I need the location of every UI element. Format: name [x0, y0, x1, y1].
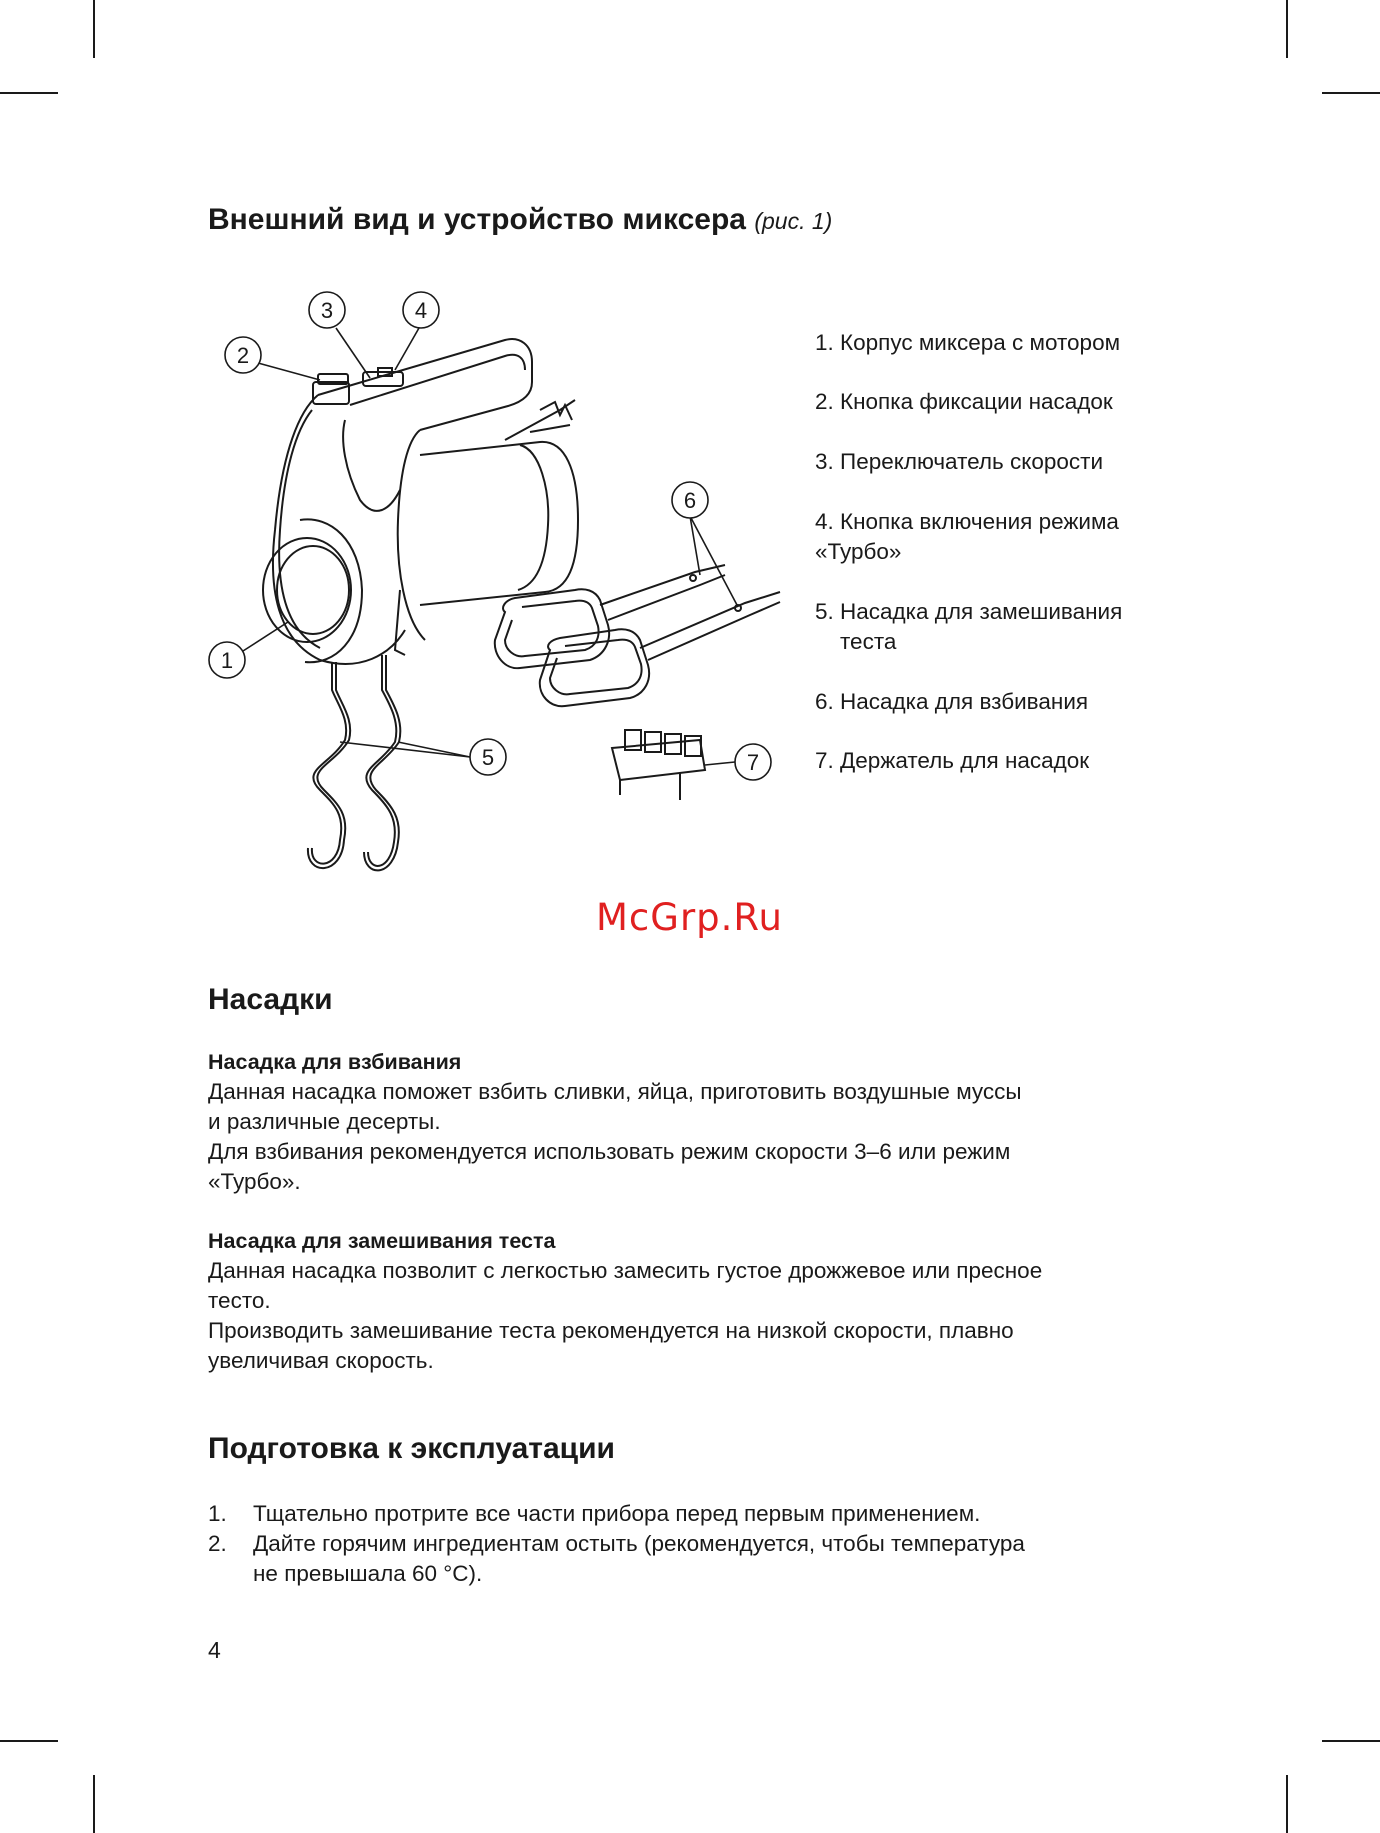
- page-number: 4: [208, 1637, 221, 1663]
- dough-paragraph: [208, 1256, 1208, 1376]
- legend-item: [815, 597, 1122, 657]
- legend-item: 3. Переключатель скорости: [815, 449, 1104, 474]
- svg-text:7: 7: [746, 750, 760, 775]
- legend-item: 6. Насадка для взбивания: [815, 689, 1089, 714]
- section-title-attachments: Насадки: [208, 983, 333, 1016]
- text-line: Дайте горячим ингредиентам остыть (рекомендуется, чтобы температура: [253, 1531, 1025, 1556]
- text-line: Производить замешивание теста рекомендуется на низкой скорости, плавно: [208, 1318, 1014, 1343]
- svg-text:6: 6: [683, 488, 697, 513]
- text-line: Данная насадка позволит с легкостью замесить густое дрожжевое или пресное: [208, 1258, 1043, 1283]
- legend-line: «Турбо»: [815, 539, 902, 564]
- callout-5: [470, 739, 506, 775]
- text-line: Для взбивания рекомендуется использовать режим скорости 3–6 или режим: [208, 1139, 1011, 1164]
- legend-item: 2. Кнопка фиксации насадок: [815, 389, 1113, 414]
- svg-text:5: 5: [481, 745, 495, 770]
- figure-reference: (рис. 1): [754, 208, 833, 234]
- legend-line: теста: [840, 629, 897, 654]
- svg-text:1: 1: [220, 648, 234, 673]
- text-line: увеличивая скорость.: [208, 1348, 434, 1373]
- mixer-body-drawing: [263, 339, 578, 664]
- step-text: [253, 1529, 1213, 1589]
- legend-item: [815, 507, 1119, 567]
- dough-hooks-drawing: [308, 655, 400, 870]
- legend-item: 7. Держатель для насадок: [815, 748, 1090, 773]
- text-line: «Турбо».: [208, 1169, 301, 1194]
- text-line: тесто.: [208, 1288, 271, 1313]
- legend-line: 4. Кнопка включения режима: [815, 509, 1119, 534]
- legend-item: 1. Корпус миксера с мотором: [815, 330, 1121, 355]
- svg-text:2: 2: [236, 343, 250, 368]
- text-line: не превышала 60 °C).: [253, 1561, 483, 1586]
- whisk-subtitle: Насадка для взбивания: [208, 1050, 462, 1074]
- page-title-text: Внешний вид и устройство миксера: [208, 203, 746, 236]
- callout-6: [672, 482, 708, 518]
- text-line: и различные десерты.: [208, 1109, 441, 1134]
- callout-7: [735, 744, 771, 780]
- section-title-preparation: Подготовка к эксплуатации: [208, 1432, 615, 1465]
- step-number: 2.: [208, 1531, 227, 1556]
- beaters-drawing: [495, 565, 780, 706]
- callout-3: [309, 292, 345, 328]
- step-text: Тщательно протрите все части прибора перед первым применением.: [253, 1501, 981, 1526]
- callout-4: [403, 292, 439, 328]
- callout-2: [225, 337, 261, 373]
- legend-line: 5. Насадка для замешивания: [815, 599, 1123, 624]
- svg-text:4: 4: [414, 298, 428, 323]
- text-line: Данная насадка поможет взбить сливки, яйца, приготовить воздушные муссы: [208, 1079, 1022, 1104]
- dough-subtitle: Насадка для замешивания теста: [208, 1229, 556, 1253]
- svg-text:3: 3: [320, 298, 334, 323]
- holder-drawing: [612, 730, 705, 800]
- step-number: 1.: [208, 1501, 227, 1526]
- whisk-paragraph: [208, 1077, 1208, 1197]
- watermark: McGrp.Ru: [596, 896, 783, 939]
- callout-1: [209, 642, 245, 678]
